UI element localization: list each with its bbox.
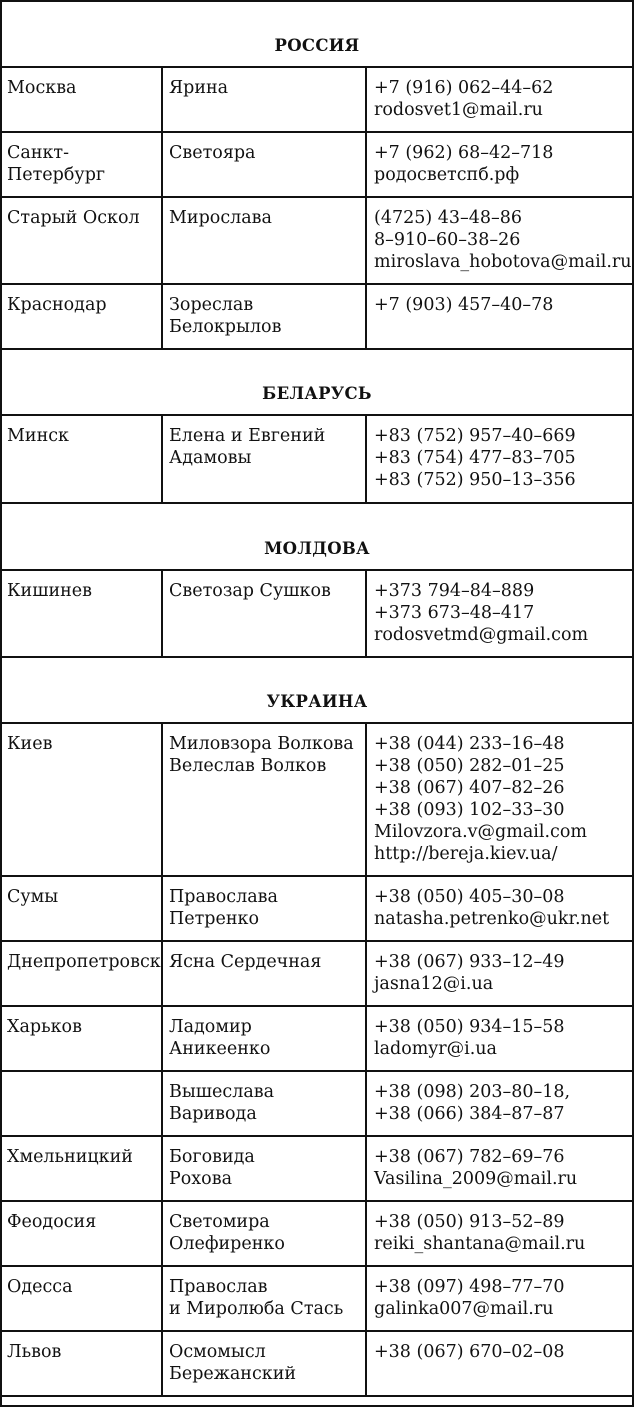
- name-cell-line: Вышеслава: [169, 1082, 275, 1102]
- section-header: [2, 350, 632, 416]
- name-cell: [163, 198, 367, 283]
- section-title: МОЛДОВА: [264, 539, 370, 558]
- table-row: [2, 285, 632, 350]
- contact-cell-line: natasha.petrenko@ukr.net: [374, 909, 610, 929]
- contact-cell-line: родосветспб.рф: [374, 165, 520, 185]
- table-row: [2, 1007, 632, 1072]
- city-cell-line: Сумы: [7, 887, 59, 907]
- name-cell-line: и Миролюба Стась: [169, 1299, 344, 1319]
- contact-cell-line: +38 (067) 407–82–26: [374, 778, 565, 798]
- table-row: [2, 942, 632, 1007]
- name-cell-line: Аникеенко: [169, 1039, 271, 1059]
- contact-cell-line: +373 794–84–889: [374, 581, 535, 601]
- name-cell: [163, 133, 367, 196]
- contact-cell-line: +38 (067) 670–02–08: [374, 1342, 565, 1362]
- city-cell-line: Феодосия: [7, 1212, 97, 1232]
- contact-cell: [367, 877, 632, 940]
- city-cell: [2, 1332, 163, 1395]
- city-cell: [2, 724, 163, 875]
- contact-cell-line: Vasilina_2009@mail.ru: [374, 1169, 578, 1189]
- city-cell: [2, 285, 163, 348]
- name-cell-line: Бережанский: [169, 1364, 297, 1384]
- contact-cell-line: +83 (752) 950–13–356: [374, 470, 576, 490]
- name-cell-line: Ясна Сердечная: [169, 952, 322, 972]
- name-cell: [163, 1072, 367, 1135]
- name-cell-line: Варивода: [169, 1104, 257, 1124]
- contact-cell-line: reiki_shantana@mail.ru: [374, 1234, 586, 1254]
- contact-cell-line: +38 (050) 405–30–08: [374, 887, 565, 907]
- contact-cell-line: +83 (752) 957–40–669: [374, 426, 576, 446]
- table-row: [2, 877, 632, 942]
- contact-cell-line: +38 (050) 934–15–58: [374, 1017, 565, 1037]
- name-cell: [163, 571, 367, 656]
- table-row: [2, 1332, 632, 1397]
- contact-cell: [367, 1007, 632, 1070]
- table-row: [2, 198, 632, 285]
- name-cell-line: Адамовы: [169, 448, 252, 468]
- contact-cell-line: +83 (754) 477–83–705: [374, 448, 576, 468]
- city-cell: [2, 1267, 163, 1330]
- contact-cell-line: galinka007@mail.ru: [374, 1299, 554, 1319]
- contact-cell-line: miroslava_hobotova@mail.ru: [374, 252, 632, 272]
- table-row: [2, 1267, 632, 1332]
- name-cell-line: Православ: [169, 1277, 268, 1297]
- name-cell: [163, 1007, 367, 1070]
- name-cell-line: Православа: [169, 887, 278, 907]
- city-cell: [2, 942, 163, 1005]
- contact-cell: [367, 68, 632, 131]
- table-row: [2, 571, 632, 658]
- contact-cell-line: +38 (097) 498–77–70: [374, 1277, 565, 1297]
- name-cell: [163, 1332, 367, 1395]
- contact-cell-line: 8–910–60–38–26: [374, 230, 521, 250]
- name-cell: [163, 942, 367, 1005]
- contact-cell-line: +7 (916) 062–44–62: [374, 78, 554, 98]
- contact-cell-line: jasna12@i.ua: [374, 974, 494, 994]
- contact-cell-line: ladomyr@i.ua: [374, 1039, 497, 1059]
- contact-cell-line: +38 (050) 913–52–89: [374, 1212, 565, 1232]
- table-row: [2, 1137, 632, 1202]
- city-cell-line: Краснодар: [7, 295, 107, 315]
- contact-cell: [367, 198, 632, 283]
- contact-cell-line: rodosvetmd@gmail.com: [374, 625, 589, 645]
- city-cell-line: Харьков: [7, 1017, 82, 1037]
- name-cell-line: Светояра: [169, 143, 256, 163]
- city-cell: [2, 571, 163, 656]
- contact-cell-line: +38 (044) 233–16–48: [374, 734, 565, 754]
- contact-cell-line: +38 (067) 933–12–49: [374, 952, 565, 972]
- city-cell-line: Львов: [7, 1342, 62, 1362]
- name-cell-line: Боговида: [169, 1147, 255, 1167]
- city-cell: [2, 1007, 163, 1070]
- name-cell-line: Зореслав: [169, 295, 254, 315]
- city-cell: [2, 416, 163, 502]
- table-row: [2, 68, 632, 133]
- contact-cell: [367, 1267, 632, 1330]
- name-cell-line: Велеслав Волков: [169, 756, 327, 776]
- section-header: [2, 658, 632, 724]
- contact-cell-line: +38 (066) 384–87–87: [374, 1104, 565, 1124]
- contact-cell-line: +38 (098) 203–80–18,: [374, 1082, 571, 1102]
- name-cell: [163, 416, 367, 502]
- name-cell-line: Светомира: [169, 1212, 270, 1232]
- city-cell-line: Старый Оскол: [7, 208, 140, 228]
- section-title: УКРАИНА: [266, 692, 368, 711]
- name-cell-line: Белокрылов: [169, 317, 282, 337]
- contact-cell: [367, 416, 632, 502]
- section-title: РОССИЯ: [274, 36, 360, 55]
- section-title: БЕЛАРУСЬ: [262, 384, 372, 403]
- table-row: [2, 1072, 632, 1137]
- name-cell-line: Петренко: [169, 909, 259, 929]
- section-header: [2, 504, 632, 571]
- city-cell-line: Кишинев: [7, 581, 93, 601]
- name-cell-line: Миловзора Волкова: [169, 734, 354, 754]
- contact-cell: [367, 1137, 632, 1200]
- contact-cell-line: +38 (050) 282–01–25: [374, 756, 565, 776]
- contact-cell-line: +7 (962) 68–42–718: [374, 143, 554, 163]
- city-cell: [2, 198, 163, 283]
- contact-cell: [367, 942, 632, 1005]
- table-row: [2, 1202, 632, 1267]
- contact-cell-line: +373 673–48–417: [374, 603, 535, 623]
- contact-cell: [367, 1202, 632, 1265]
- contact-cell-line: http://bereja.kiev.ua/: [374, 844, 558, 864]
- contact-cell-line: Milovzora.v@gmail.com: [374, 822, 587, 842]
- city-cell-line: Санкт-: [7, 143, 70, 163]
- city-cell-line: Одесса: [7, 1277, 73, 1297]
- city-cell: [2, 68, 163, 131]
- name-cell-line: Елена и Евгений: [169, 426, 326, 446]
- table-row: [2, 416, 632, 504]
- name-cell-line: Ярина: [169, 78, 229, 98]
- city-cell: [2, 133, 163, 196]
- name-cell: [163, 1202, 367, 1265]
- city-cell: [2, 1072, 163, 1135]
- name-cell: [163, 68, 367, 131]
- contact-cell: [367, 285, 632, 348]
- contact-cell-line: (4725) 43–48–86: [374, 208, 523, 228]
- city-cell: [2, 1137, 163, 1200]
- section-header: [2, 2, 632, 68]
- contact-cell: [367, 571, 632, 656]
- city-cell: [2, 877, 163, 940]
- name-cell-line: Ладомир: [169, 1017, 252, 1037]
- table-row: [2, 724, 632, 877]
- name-cell-line: Осмомысл: [169, 1342, 266, 1362]
- contact-cell: [367, 1332, 632, 1395]
- city-cell-line: Киев: [7, 734, 53, 754]
- city-cell-line: Москва: [7, 78, 77, 98]
- name-cell: [163, 285, 367, 348]
- name-cell: [163, 724, 367, 875]
- city-cell: [2, 1202, 163, 1265]
- contact-cell-line: +38 (093) 102–33–30: [374, 800, 565, 820]
- name-cell-line: Светозар Сушков: [169, 581, 331, 601]
- contact-cell: [367, 133, 632, 196]
- name-cell-line: Мирослава: [169, 208, 272, 228]
- city-cell-line: Днепропетровск: [7, 952, 161, 972]
- contact-cell: [367, 724, 632, 875]
- contact-cell-line: +7 (903) 457–40–78: [374, 295, 554, 315]
- contact-cell: [367, 1072, 632, 1135]
- contact-cell-line: +38 (067) 782–69–76: [374, 1147, 565, 1167]
- table-row: [2, 133, 632, 198]
- city-cell-line: Минск: [7, 426, 69, 446]
- name-cell-line: Олефиренко: [169, 1234, 285, 1254]
- name-cell: [163, 877, 367, 940]
- name-cell-line: Рохова: [169, 1169, 233, 1189]
- city-cell-line: Хмельницкий: [7, 1147, 133, 1167]
- city-cell-line: Петербург: [7, 165, 106, 185]
- contact-cell-line: rodosvet1@mail.ru: [374, 100, 543, 120]
- name-cell: [163, 1267, 367, 1330]
- name-cell: [163, 1137, 367, 1200]
